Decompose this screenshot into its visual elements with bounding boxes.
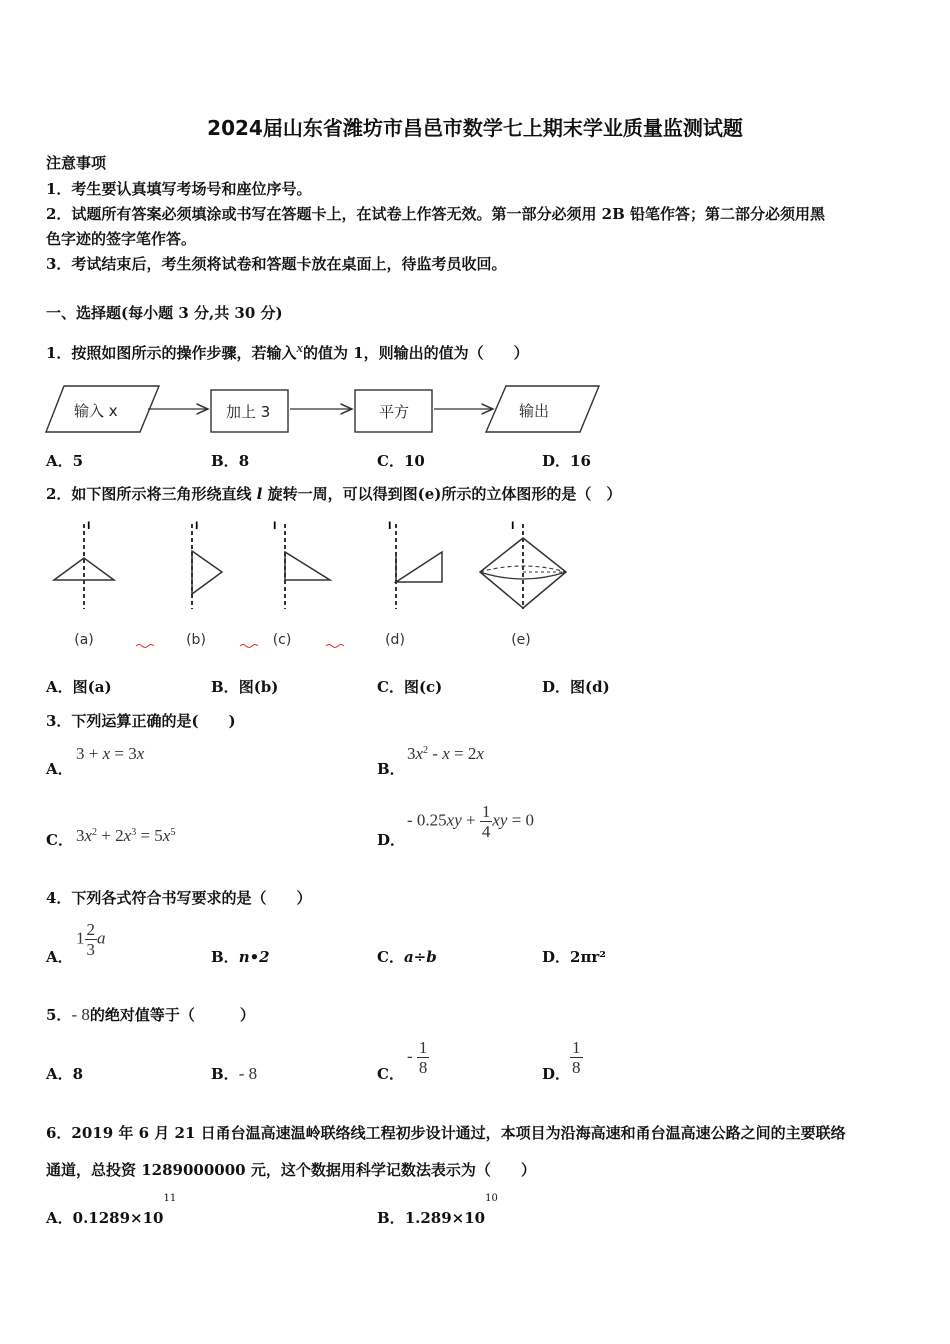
fig-b-label: (b) — [186, 632, 206, 648]
q6-line-1: 6．2019 年 6 月 21 日甬台温高速温岭联络线工程初步设计通过，本项目为沿海高速和甬台温高速公路之间的主要联络 — [46, 1124, 846, 1142]
q6-option-b[interactable]: B．$1.289\times 10^{10}$ — [377, 1193, 498, 1227]
q1-stem-b: 的值为 1，则输出的值为（ ） — [302, 344, 529, 362]
notice-item-1: 1．考生要认真填写考场号和座位序号。 — [46, 180, 312, 198]
q5-option-c-label[interactable]: C． — [377, 1065, 404, 1083]
q2-option-c[interactable]: C．图(c) — [377, 678, 443, 696]
q3-option-b-expr[interactable]: $3x^2 - x = 2x$ — [407, 744, 484, 763]
q5-option-b[interactable]: B．- 8 — [211, 1064, 258, 1083]
q5-option-c-expr[interactable]: - $\frac{1}{8}$ — [407, 1038, 428, 1077]
svg-text:l: l — [273, 521, 277, 532]
notice-item-2-cont: 色字迹的签字笔作答。 — [46, 230, 197, 248]
q3-option-c-expr[interactable]: $3x^2 + 2x^3 = 5x^5$ — [76, 826, 176, 845]
q4-option-a-expr[interactable]: 1 $\frac{2}{3}$ a — [76, 920, 106, 959]
q1-option-c[interactable]: C．10 — [377, 452, 425, 470]
fig-a-label: (a) — [74, 632, 94, 648]
q3-option-c-label[interactable]: C． — [46, 831, 73, 849]
q1-option-d[interactable]: D．16 — [542, 452, 591, 470]
q3-option-d-label[interactable]: D． — [377, 831, 406, 849]
q5-option-d-expr[interactable]: $\frac{1}{8}$ — [572, 1038, 581, 1077]
q2-line-var: l — [256, 485, 263, 503]
q1-stem — [46, 340, 529, 363]
q1-flowchart — [44, 380, 604, 438]
q3-option-b-label[interactable]: B． — [377, 760, 405, 778]
q4-option-d[interactable]: D．2πr² — [542, 948, 606, 966]
section-heading: 一、选择题(每小题 3 分,共 30 分) — [46, 304, 283, 322]
q4-option-a-label[interactable]: A． — [46, 948, 73, 966]
q1-option-a[interactable]: A．5 — [46, 452, 84, 470]
fig-e-label: (e) — [511, 632, 531, 648]
svg-text:l: l — [388, 521, 392, 532]
q2-figures — [44, 516, 584, 652]
svg-text:l: l — [195, 521, 199, 532]
q3-option-a-expr[interactable]: 3 + x = 3x — [76, 744, 145, 763]
q1-option-b[interactable]: B．8 — [211, 452, 250, 470]
fig-c-label: (c) — [272, 632, 292, 648]
page-title: 2024届山东省潍坊市昌邑市数学七上期末学业质量监测试题 — [207, 116, 743, 140]
q2-option-b[interactable]: B．图(b) — [211, 678, 279, 696]
flow-output-label: 输出 — [519, 402, 550, 420]
q6-option-a[interactable]: A．$0.1289\times 10^{11}$ — [46, 1193, 177, 1227]
q2-option-d[interactable]: D．图(d) — [542, 678, 610, 696]
q4-stem: 4．下列各式符合书写要求的是（ ） — [46, 889, 312, 907]
fig-d-label: (d) — [385, 632, 405, 648]
q3-option-d-expr[interactable]: - 0.25xy + $\frac{1}{4}$ xy = 0 — [407, 802, 535, 841]
q3-option-a-label[interactable]: A． — [46, 760, 73, 778]
q2-option-a[interactable]: A．图(a) — [46, 678, 112, 696]
flow-square-label: 平方 — [379, 403, 410, 421]
flow-input-label: 输入 x — [74, 402, 118, 420]
q1-stem-a: 1．按照如图所示的操作步骤，若输入 — [46, 344, 297, 362]
q1-var: x — [296, 340, 303, 355]
flow-add-label: 加上 3 — [226, 403, 271, 421]
q6-option-b-exponent: 10 — [485, 1193, 498, 1204]
q4-option-c[interactable]: C．a÷b — [377, 948, 437, 966]
q4-option-b[interactable]: B．n•2 — [211, 948, 270, 966]
notice-item-3: 3．考试结束后，考生须将试卷和答题卡放在桌面上，待监考员收回。 — [46, 255, 507, 273]
fig-d-triangle — [396, 552, 442, 582]
q6-option-a-exponent: 11 — [163, 1193, 177, 1204]
notice-item-2: 2．试题所有答案必须填涂或书写在答题卡上，在试卷上作答无效。第一部分必须用 2B 铅笔作答；第二部分必须用黑 — [46, 205, 826, 223]
fig-c-triangle — [285, 552, 330, 580]
q5-option-a[interactable]: A．8 — [46, 1065, 84, 1083]
notice-heading: 注意事项 — [46, 154, 107, 172]
q6-line-2: 通道，总投资 1289000000 元，这个数据用科学记数法表示为（ ） — [46, 1161, 536, 1179]
q5-stem: 5．- 8的绝对值等于（ ） — [46, 1005, 255, 1024]
svg-text:l: l — [87, 521, 91, 532]
fig-b-triangle — [192, 551, 222, 594]
q5-value: - 8 — [71, 1005, 90, 1024]
q5-option-d-label[interactable]: D． — [542, 1065, 571, 1083]
svg-text:l: l — [511, 521, 515, 532]
q2-stem: 2．如下图所示将三角形绕直线 l 旋转一周，可以得到图(e)所示的立体图形的是（ ） — [46, 485, 622, 503]
q3-stem: 3．下列运算正确的是( ) — [46, 712, 236, 730]
